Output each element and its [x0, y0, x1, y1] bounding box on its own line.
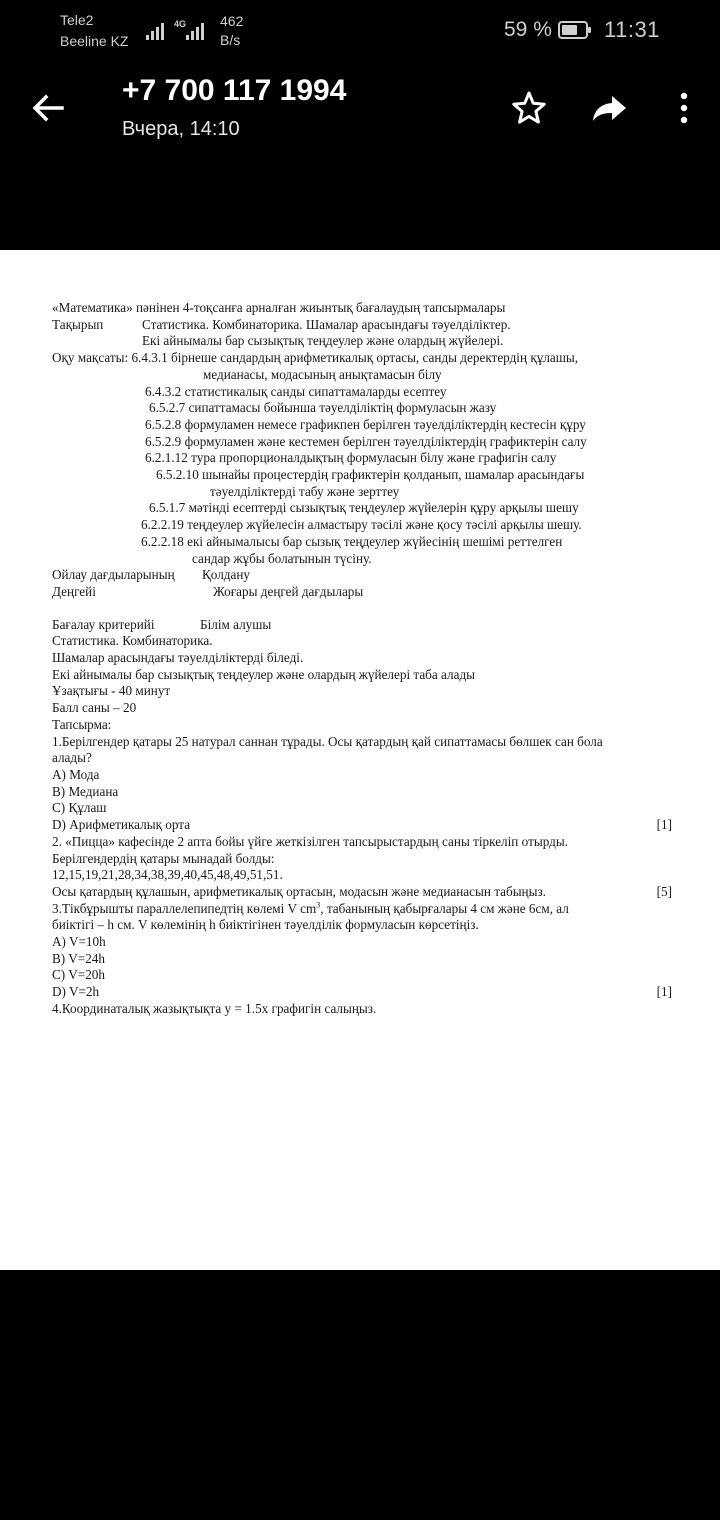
goal-4: 6.5.2.8 формуламен немесе графикпен берілген тәуелділіктердің кестесін құру	[145, 416, 586, 432]
duration: Ұзақтығы - 40 минут	[52, 683, 171, 699]
goal-1b: медианасы, модасының анықтамасын білу	[203, 366, 442, 382]
criteria-2: Шамалар арасындағы тәуелділіктерді біледі.	[52, 650, 304, 666]
criteria-1: Статистика. Комбинаторика.	[52, 633, 213, 649]
q1-line-1: 1.Берілгендер қатары 25 натурал саннан тұрады. Осы қатардың қай сипаттамасы бөлшек сан бола	[52, 733, 603, 749]
points: Балл саны – 20	[52, 700, 137, 716]
carrier-names	[60, 10, 128, 52]
q2-line-3-row	[52, 884, 672, 901]
criteria-value: Білім алушы	[200, 616, 272, 632]
q3-option-b: B) V=24h	[52, 950, 105, 966]
q3-line-1	[52, 901, 672, 918]
network-speed	[220, 12, 243, 50]
clock: 11:31	[604, 17, 660, 42]
q2-line-3: Осы қатардың құлашын, арифметикалық ортасын, модасын және медианасын табыңыз.	[52, 883, 546, 899]
q1-option-d: D) Арифметикалық орта	[52, 817, 191, 833]
q3-line-1a: 3.Тікбұрышты параллелепипедтің көлемі V cm	[52, 900, 317, 916]
thinking-value-1: Қолдану	[202, 567, 251, 583]
sender-number: +7 700 117 1994	[122, 74, 347, 107]
q1-option-d-row	[52, 817, 672, 834]
q3-line-2: биіктігі – h см. V көлемінің h биіктігінен тәуелділік формуласын көрсетіңіз.	[52, 917, 479, 933]
criteria-line	[52, 617, 672, 634]
goal-7a: 6.5.2.10 шынайы процестердің графиктерін қолданып, шамалар арасындағы	[156, 467, 585, 483]
network-speed-unit: B/s	[220, 32, 241, 48]
goal-5: 6.5.2.9 формуламен және кестемен берілген тәуелділіктердің графиктерін салу	[145, 433, 587, 449]
thinking-line-2	[52, 584, 672, 601]
more-options-button[interactable]	[660, 84, 708, 132]
q2-score: [5]	[656, 883, 672, 899]
q3-option-d: D) V=2h	[52, 984, 100, 1000]
q2-line-1: 2. «Пицца» кафесінде 2 апта бойы үйге жеткізілген тапсырыстардың саны тіркеліп отырды.	[52, 833, 568, 849]
q2-line-2: Берілгендердің қатары мынадай болды:	[52, 850, 275, 866]
goal-3: 6.5.2.7 сипаттамасы бойынша тәуелділіктің формуласын жазу	[149, 400, 497, 416]
topic-line-1	[52, 317, 672, 334]
star-button[interactable]	[505, 84, 553, 132]
network-type-label: 4G	[174, 19, 187, 29]
criteria-3: Екі айнымалы бар сызықтық теңдеулер және олардың жүйелері таба алады	[52, 666, 476, 682]
thinking-line-1	[52, 567, 672, 584]
q4-line: 4.Координаталық жазықтықта y = 1.5x графигін салыңыз.	[52, 1000, 377, 1016]
q3-option-d-row	[52, 984, 672, 1001]
q1-score: [1]	[656, 817, 672, 833]
goal-6: 6.2.1.12 тура пропорционалдықтың формуласын білу және графигін салу	[145, 450, 557, 466]
document-text	[52, 300, 672, 1018]
q1-option-a: A) Мода	[52, 766, 100, 782]
sent-time: Вчера, 14:10	[122, 118, 240, 140]
status-bar	[0, 0, 720, 60]
topic-label: Тақырып	[52, 316, 104, 332]
goal-2: 6.4.3.2 статистикалық санды сипаттамаларды есептеу	[145, 383, 447, 399]
back-button[interactable]	[24, 84, 72, 132]
task-label: Тапсырма:	[52, 716, 112, 732]
goal-10a: 6.2.2.18 екі айнымалысы бар сызық теңдеулер жүйесінің шешімі реттелген	[141, 533, 563, 549]
goal-8: 6.5.1.7 мәтінді есептерді сызықтық теңдеулер жүйелерін құру арқылы шешу	[149, 500, 579, 516]
topic-text-1: Статистика. Комбинаторика. Шамалар арасындағы тәуелділіктер.	[142, 316, 511, 332]
q3-superscript: 3	[316, 900, 321, 910]
goal-line-1	[52, 350, 672, 367]
battery-percent: 59 %	[504, 18, 552, 41]
thinking-label-1: Ойлау дағдыларының	[52, 567, 175, 583]
share-button[interactable]	[586, 84, 634, 132]
document-image[interactable]	[0, 250, 720, 1270]
app-header	[0, 62, 720, 172]
battery-icon	[558, 20, 592, 40]
q3-line-1b: , табанының қабырғалары 4 см және 6см, ал	[320, 900, 569, 916]
topic-text-2: Екі айнымалы бар сызықтық теңдеулер және олардың жүйелері.	[142, 333, 504, 349]
doc-title: «Математика» пәнінен 4-тоқсанға арналған жиынтық бағалаудың тапсырмалары	[52, 300, 506, 315]
goal-1a: 6.4.3.1 бірнеше сандардың арифметикалық ортасы, санды деректердің құлашы,	[131, 350, 579, 366]
thinking-value-2: Жоғары деңгей дағдылары	[213, 583, 364, 599]
carrier-2: Beeline KZ	[60, 33, 129, 49]
goal-10b: сандар жұбы болатынын түсіну.	[192, 550, 372, 566]
thinking-label-2: Деңгейі	[52, 583, 96, 599]
q3-option-a: A) V=10h	[52, 934, 106, 950]
q2-data: 12,15,19,21,28,34,38,39,40,45,48,49,51,51.	[52, 867, 283, 883]
goal-7b: тәуелділіктерді табу және зерттеу	[210, 483, 400, 499]
criteria-label: Бағалау критерийі	[52, 616, 155, 632]
q1-line-2: алады?	[52, 750, 92, 766]
q3-option-c: C) V=20h	[52, 967, 105, 983]
goals-label: Оқу мақсаты:	[52, 350, 129, 366]
q3-score: [1]	[656, 984, 672, 1000]
q1-option-b: B) Медиана	[52, 783, 119, 799]
goal-9: 6.2.2.19 теңдеулер жүйелесін алмастыру тәсілі және қосу тәсілі арқылы шешу.	[141, 517, 582, 533]
signal-icon	[146, 18, 212, 42]
network-speed-value: 462	[220, 13, 244, 29]
q1-option-c: C) Құлаш	[52, 800, 107, 816]
carrier-1: Tele2	[60, 12, 94, 28]
